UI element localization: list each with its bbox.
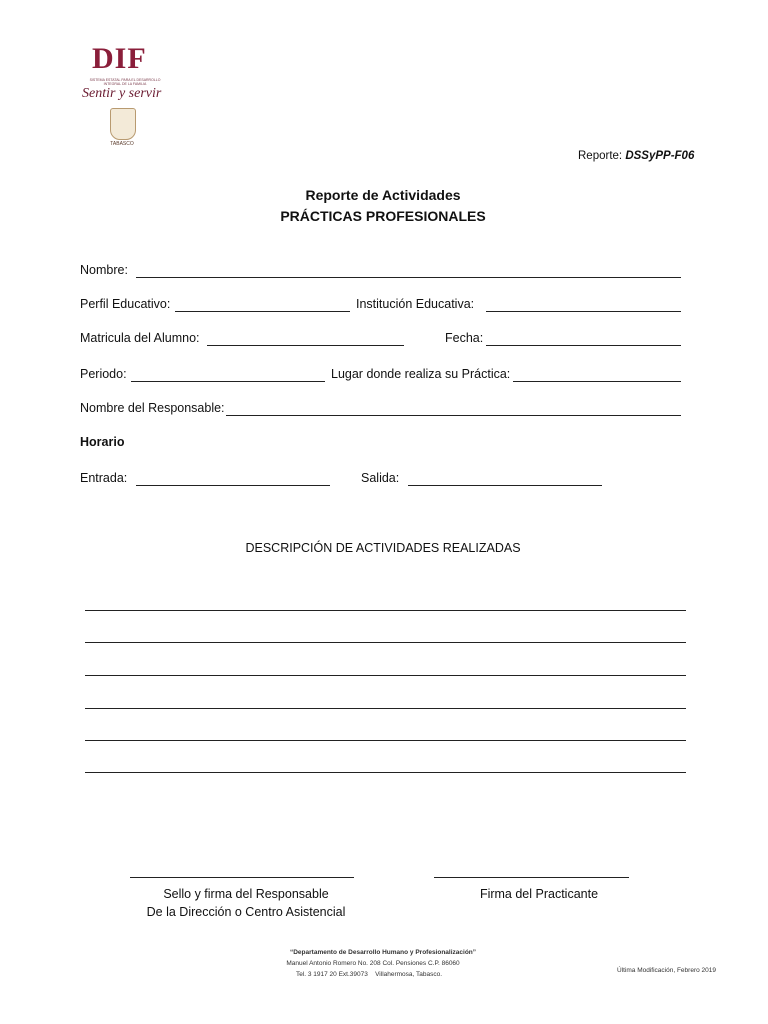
institucion-label: Institución Educativa:: [356, 297, 475, 311]
responsable-signature-line[interactable]: [130, 877, 354, 878]
lugar-label: Lugar donde realiza su Práctica:: [331, 367, 511, 381]
perfil-field[interactable]: [175, 311, 350, 312]
description-line[interactable]: [85, 610, 686, 611]
footer-address: Manuel Antonio Romero No. 208 Col. Pensiones C.P. 86060: [286, 960, 460, 967]
matricula-label: Matricula del Alumno:: [80, 331, 200, 345]
nombre-label: Nombre:: [80, 263, 128, 277]
institucion-field[interactable]: [486, 311, 681, 312]
salida-label: Salida:: [361, 471, 400, 485]
salida-field[interactable]: [408, 485, 602, 486]
fecha-field[interactable]: [486, 345, 681, 346]
footer-phone: Tel. 3 1917 20 Ext.39073 Villahermosa, Tabasco.: [295, 971, 443, 978]
horario-label: Horario: [80, 435, 125, 449]
last-modified: Última Modificación, Febrero 2019: [617, 967, 716, 974]
responsable-signature-label2: De la Dirección o Centro Asistencial: [146, 905, 346, 919]
description-heading: DESCRIPCIÓN DE ACTIVIDADES REALIZADAS: [245, 541, 521, 555]
description-line[interactable]: [85, 642, 686, 643]
description-line[interactable]: [85, 740, 686, 741]
description-line[interactable]: [85, 772, 686, 773]
title-line2: PRÁCTICAS PROFESIONALES: [280, 208, 486, 224]
responsable-label: Nombre del Responsable:: [80, 401, 225, 415]
perfil-label: Perfil Educativo:: [80, 297, 171, 311]
description-line[interactable]: [85, 708, 686, 709]
nombre-field[interactable]: [136, 277, 681, 278]
report-label: Reporte:: [578, 150, 623, 162]
footer-department: “Departamento de Desarrollo Humano y Profesionalización”: [289, 949, 477, 956]
periodo-label: Periodo:: [80, 367, 127, 381]
logo-subtitle: SISTEMA ESTATAL PARA EL DESARROLLO INTEGRAL DE LA FAMILIA: [89, 78, 161, 86]
lugar-field[interactable]: [513, 381, 681, 382]
crest-icon: [110, 108, 136, 140]
responsable-field[interactable]: [226, 415, 681, 416]
matricula-field[interactable]: [207, 345, 404, 346]
logo-brand: DIF: [92, 42, 147, 75]
title-line1: Reporte de Actividades: [305, 187, 461, 203]
practicante-signature-line[interactable]: [434, 877, 629, 878]
report-code: [578, 150, 694, 162]
responsable-signature-label: Sello y firma del Responsable: [163, 887, 329, 901]
practicante-signature-label: Firma del Practicante: [479, 887, 599, 901]
entrada-label: Entrada:: [80, 471, 128, 485]
fecha-label: Fecha:: [445, 331, 484, 345]
description-line[interactable]: [85, 675, 686, 676]
logo-state: TABASCO: [110, 141, 134, 147]
dif-logo: [78, 42, 168, 152]
entrada-field[interactable]: [136, 485, 330, 486]
periodo-field[interactable]: [131, 381, 325, 382]
report-code-value: DSSyPP-F06: [625, 150, 695, 162]
logo-slogan: Sentir y servir: [82, 86, 162, 101]
